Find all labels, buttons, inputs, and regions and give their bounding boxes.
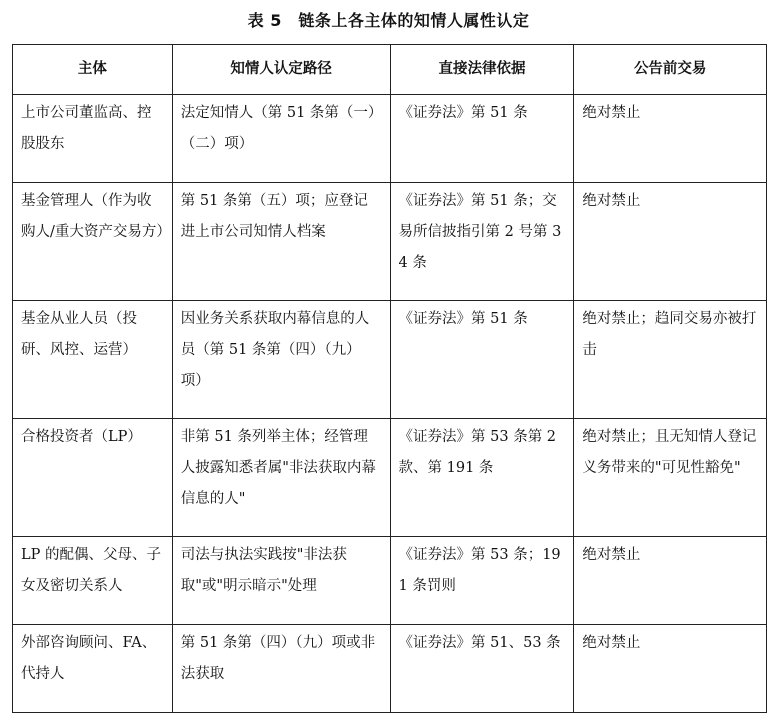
insider-attribute-table xyxy=(12,44,767,713)
cell-legal-basis: 《证券法》第 53 条第 2 款、第 191 条 xyxy=(390,419,574,537)
cell-legal-basis: 《证券法》第 51 条；交易所信披指引第 2 号第 34 条 xyxy=(390,183,574,301)
cell-trading: 绝对禁止；且无知情人登记义务带来的"可见性豁免" xyxy=(574,419,767,537)
table-row xyxy=(13,625,767,713)
cell-legal-basis: 《证券法》第 51、53 条 xyxy=(390,625,574,713)
cell-subject: 基金从业人员（投研、风控、运营） xyxy=(13,301,173,419)
cell-trading: 绝对禁止 xyxy=(574,625,767,713)
header-subject: 主体 xyxy=(13,45,173,95)
cell-identification-path: 司法与执法实践按"非法获取"或"明示暗示"处理 xyxy=(172,537,390,625)
table-row xyxy=(13,183,767,301)
cell-identification-path: 第 51 条第（五）项；应登记进上市公司知情人档案 xyxy=(172,183,390,301)
header-identification-path: 知情人认定路径 xyxy=(172,45,390,95)
cell-trading: 绝对禁止 xyxy=(574,183,767,301)
cell-identification-path: 非第 51 条列举主体；经管理人披露知悉者属"非法获取内幕信息的人" xyxy=(172,419,390,537)
header-pre-announcement-trading: 公告前交易 xyxy=(574,45,767,95)
cell-trading: 绝对禁止 xyxy=(574,537,767,625)
table-row xyxy=(13,301,767,419)
cell-subject: 基金管理人（作为收购人/重大资产交易方） xyxy=(13,183,173,301)
header-legal-basis: 直接法律依据 xyxy=(390,45,574,95)
cell-subject: 上市公司董监高、控股股东 xyxy=(13,95,173,183)
cell-legal-basis: 《证券法》第 53 条；191 条罚则 xyxy=(390,537,574,625)
table-row xyxy=(13,419,767,537)
cell-identification-path: 因业务关系获取内幕信息的人员（第 51 条第（四）（九）项） xyxy=(172,301,390,419)
cell-subject: 外部咨询顾问、FA、代持人 xyxy=(13,625,173,713)
cell-subject: 合格投资者（LP） xyxy=(13,419,173,537)
cell-trading: 绝对禁止；趋同交易亦被打击 xyxy=(574,301,767,419)
cell-legal-basis: 《证券法》第 51 条 xyxy=(390,95,574,183)
cell-legal-basis: 《证券法》第 51 条 xyxy=(390,301,574,419)
cell-identification-path: 法定知情人（第 51 条第（一）（二）项） xyxy=(172,95,390,183)
cell-subject: LP 的配偶、父母、子女及密切关系人 xyxy=(13,537,173,625)
cell-identification-path: 第 51 条第（四）（九）项或非法获取 xyxy=(172,625,390,713)
cell-trading: 绝对禁止 xyxy=(574,95,767,183)
table-row xyxy=(13,537,767,625)
table-header-row xyxy=(13,45,767,95)
table-title: 表 5 链条上各主体的知情人属性认定 xyxy=(247,11,530,30)
table-row xyxy=(13,95,767,183)
